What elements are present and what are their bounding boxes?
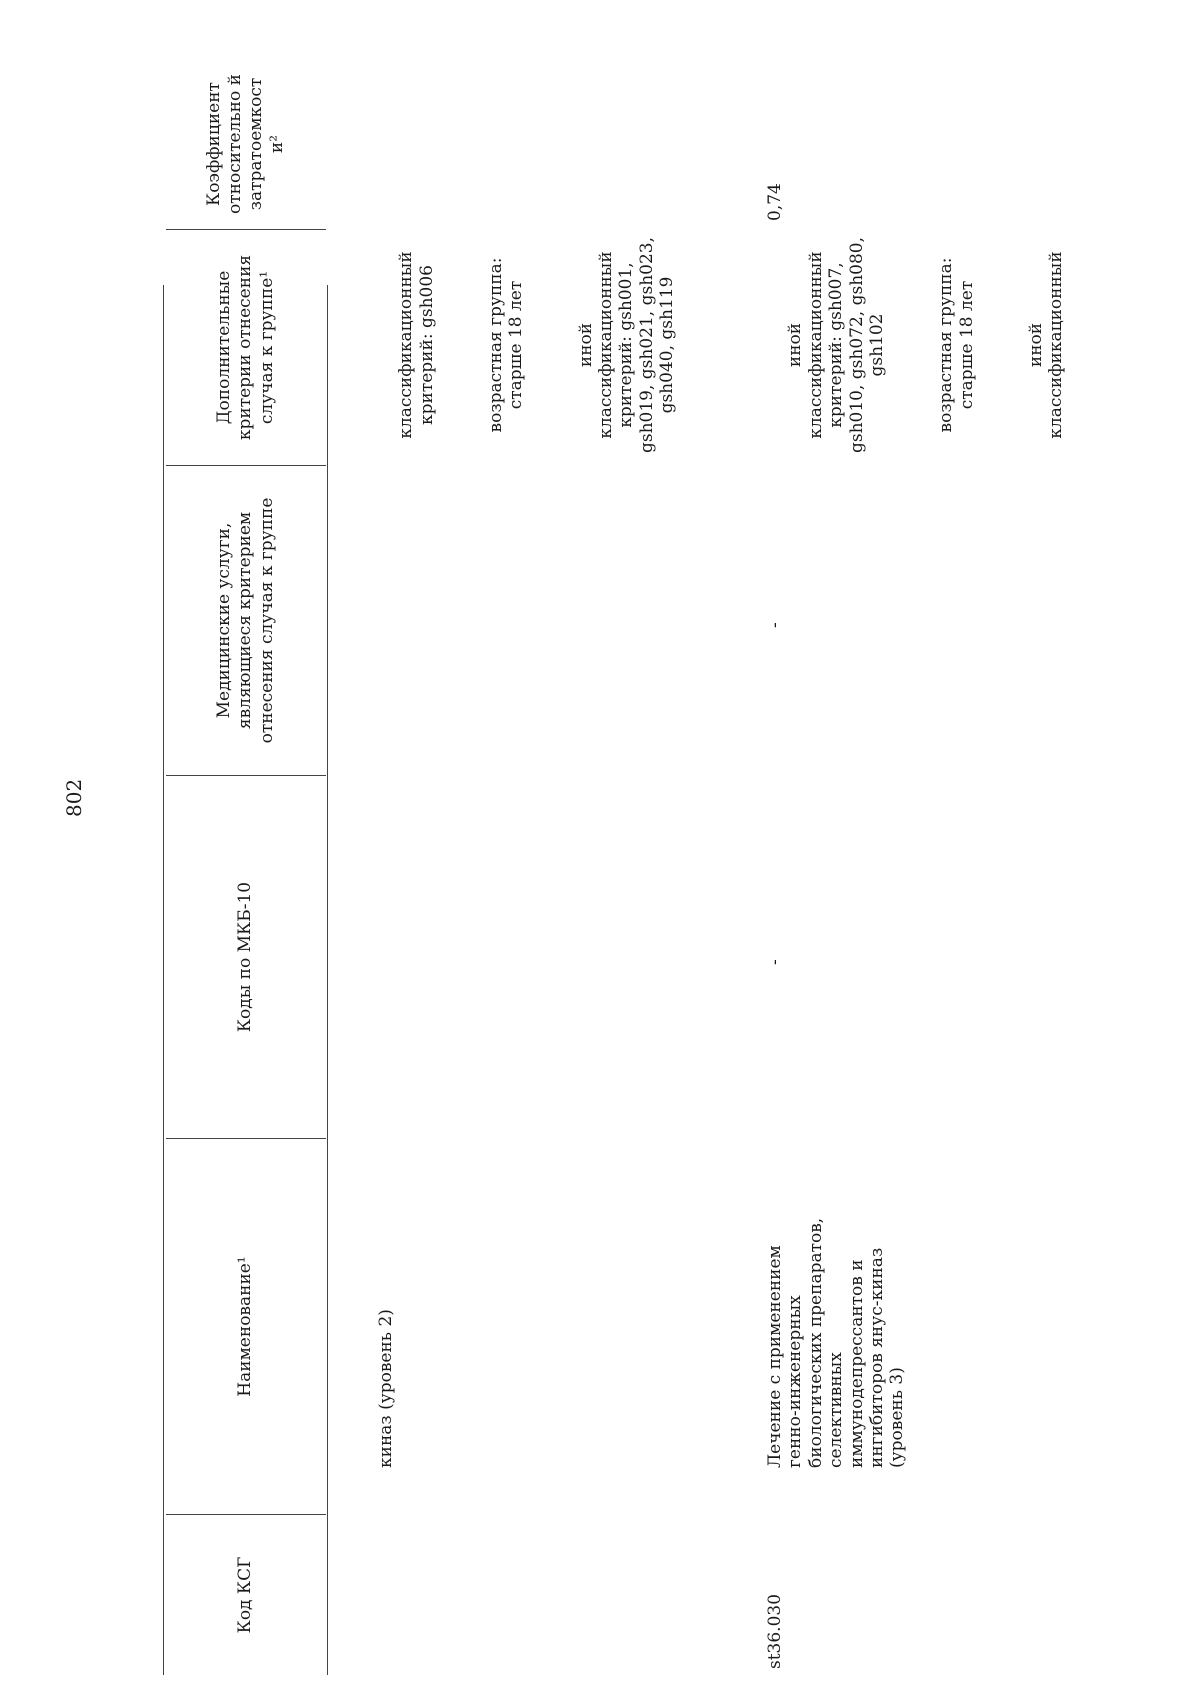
table-header-rule xyxy=(327,285,328,1675)
page-number: 802 xyxy=(62,778,86,817)
row-mkb: - xyxy=(765,959,785,965)
header-criteria: Дополнительные критерии отнесения случая к группе¹ xyxy=(166,229,326,465)
criteria-item: иной классификационный xyxy=(1025,251,1067,439)
continuation-name: киназ (уровень 2) xyxy=(376,1309,396,1468)
row-criteria xyxy=(765,229,1087,461)
header-name: Наименование¹ xyxy=(166,1138,326,1514)
row-coefficient: 0,74 xyxy=(765,183,785,221)
criteria-item: возрастная группа: старше 18 лет xyxy=(485,257,527,433)
row-services: - xyxy=(765,622,785,628)
row-code: st36.030 xyxy=(765,1593,785,1669)
table-top-rule xyxy=(163,285,164,1675)
criteria-item: иной классификационный критерий: gsh007, gsh010, gsh072, gsh080, gsh102 xyxy=(785,236,887,454)
criteria-item: иной классификационный критерий: gsh001, gsh019, gsh021, gsh023, gsh040, gsh119 xyxy=(575,236,678,454)
header-code: Код КСГ xyxy=(166,1514,326,1675)
continuation-criteria xyxy=(376,229,698,461)
header-coefficient: Коэффициент относительно й затратоемкост и² xyxy=(203,74,288,214)
criteria-item: классификационный критерий: gsh006 xyxy=(396,251,437,439)
header-mkb: Коды по МКБ-10 xyxy=(166,775,326,1138)
row-name: Лечение с применением генно-инженерных биологических препаратов, селективных иммунодепрессантов и ингибиторов янус-киназ (уровень 3) xyxy=(765,1217,908,1468)
header-services: Медицинские услуги, являющиеся критерием отнесения случая к группе xyxy=(166,465,326,775)
criteria-item: возрастная группа: старше 18 лет xyxy=(936,257,977,433)
